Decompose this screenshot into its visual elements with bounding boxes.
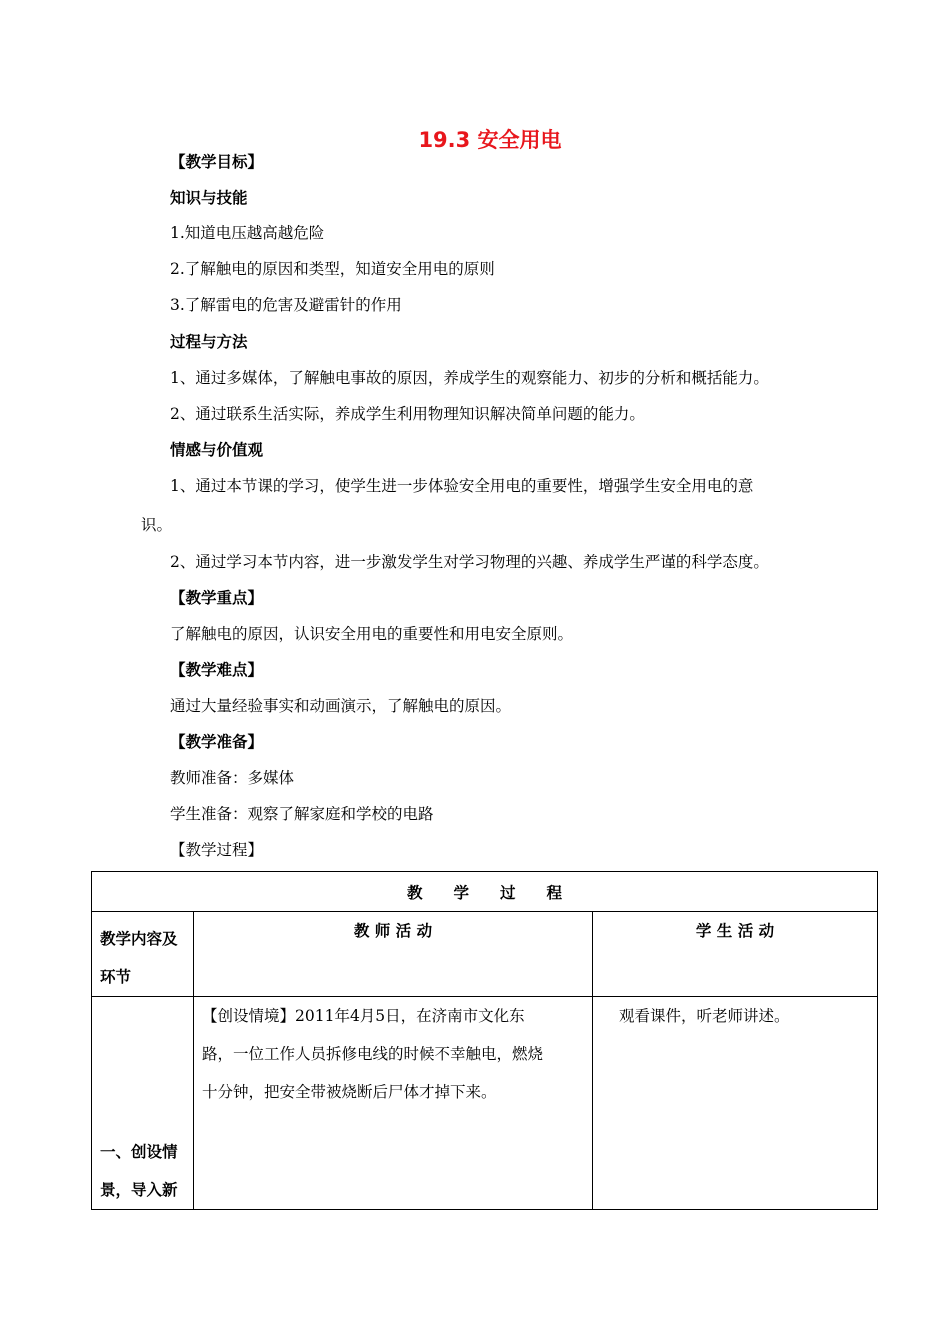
teacher-activity-header: 教 师 活 动 (194, 912, 593, 997)
objectives-heading: 【教学目标】 (170, 153, 264, 171)
difficulty-heading: 【教学难点】 (170, 661, 264, 679)
table-caption: 教 学 过 程 (92, 872, 878, 912)
page-title: 19.3 安全用电 (418, 128, 562, 152)
knowledge-item: 1.知道电压越高越危险 (170, 224, 325, 242)
student-activity-text: 观看课件，听老师讲述。 (619, 1007, 790, 1025)
knowledge-heading: 知识与技能 (170, 189, 248, 207)
section-label-line: 景，导入新 (100, 1181, 178, 1199)
emotion-item: 2、通过学习本节内容，进一步激发学生对学习物理的兴趣、养成学生严谨的科学态度。 (170, 553, 769, 571)
process-item: 2、通过联系生活实际，养成学生利用物理知识解决简单问题的能力。 (170, 405, 645, 423)
process-heading: 过程与方法 (170, 333, 248, 351)
teacher-activity-line: 路，一位工作人员拆修电线的时候不幸触电，燃烧 (202, 1045, 544, 1063)
teacher-activity-line: 【创设情境】2011年4月5日，在济南市文化东 (202, 1007, 525, 1025)
student-preparation: 学生准备：观察了解家庭和学校的电路 (170, 805, 434, 823)
key-points-heading: 【教学重点】 (170, 589, 264, 607)
key-points-text: 了解触电的原因，认识安全用电的重要性和用电安全原则。 (170, 625, 574, 643)
difficulty-text: 通过大量经验事实和动画演示，了解触电的原因。 (170, 697, 512, 715)
knowledge-item: 3.了解雷电的危害及避雷针的作用 (170, 296, 402, 314)
teacher-preparation: 教师准备：多媒体 (170, 769, 295, 787)
emotion-item: 1、通过本节课的学习，使学生进一步体验安全用电的重要性，增强学生安全用电的意 (170, 477, 754, 495)
teaching-process-table (91, 871, 878, 1210)
section-label-line: 一、创设情 (100, 1143, 178, 1161)
content-header-line: 教学内容及 (100, 930, 178, 948)
emotion-item-continuation: 识。 (141, 516, 173, 534)
content-column-header (92, 912, 194, 997)
knowledge-item: 2.了解触电的原因和类型，知道安全用电的原则 (170, 260, 495, 278)
teacher-activity-line: 十分钟，把安全带被烧断后尸体才掉下来。 (202, 1083, 497, 1101)
student-activity-cell (593, 997, 878, 1210)
preparation-heading: 【教学准备】 (170, 733, 264, 751)
process-item: 1、通过多媒体，了解触电事故的原因，养成学生的观察能力、初步的分析和概括能力。 (170, 369, 769, 387)
teacher-activity-cell (194, 997, 593, 1210)
emotion-heading: 情感与价值观 (170, 441, 264, 459)
procedure-heading: 【教学过程】 (170, 841, 264, 859)
section-cell (92, 997, 194, 1210)
student-activity-header: 学 生 活 动 (593, 912, 878, 997)
content-header-line: 环节 (100, 968, 132, 986)
